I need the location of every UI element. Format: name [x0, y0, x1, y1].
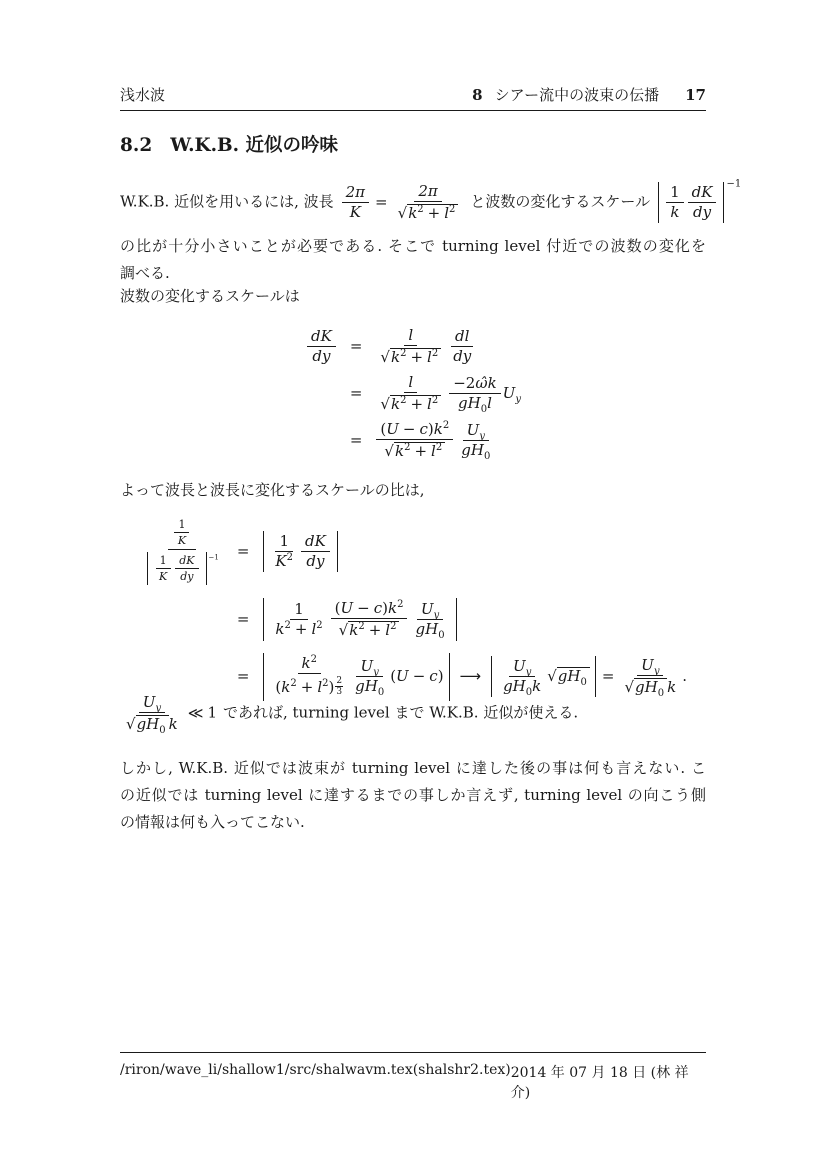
math-var: ω̂	[475, 374, 488, 392]
math-var: U	[512, 657, 526, 676]
math-sym: )	[437, 666, 444, 685]
spacer	[650, 193, 656, 211]
math-sub: y	[155, 703, 162, 714]
section-heading	[120, 131, 706, 157]
eq-rel: =	[236, 542, 250, 560]
math-var: U	[360, 657, 374, 676]
section-number: 8.2	[120, 135, 153, 156]
math-fraction	[376, 327, 445, 366]
math-var: g	[457, 394, 468, 412]
eq-rhs	[261, 531, 339, 572]
radical-icon: √	[384, 442, 394, 460]
math-sub: y	[515, 393, 521, 405]
paragraph-limitation	[120, 755, 706, 836]
math-var: k	[390, 395, 401, 413]
math-denominator	[335, 619, 404, 639]
math-denominator: dy	[180, 570, 194, 583]
math-numerator: dK	[301, 533, 330, 552]
radical-icon: √	[547, 666, 557, 685]
math-sym: +	[300, 678, 314, 696]
math-denominator	[376, 346, 445, 366]
math-fraction	[271, 655, 347, 699]
math-var: k	[281, 678, 291, 696]
eq-rel: =	[236, 610, 250, 628]
math-numerator: 1	[275, 533, 293, 552]
footer-date-author: 2014 年 07 月 18 日 (林 祥介)	[510, 1065, 689, 1101]
math-sub: 0	[580, 676, 587, 688]
math-group	[502, 383, 521, 405]
eq-lhs	[305, 328, 338, 365]
math-var: l	[444, 204, 450, 222]
math-fraction	[666, 184, 684, 221]
math-numerator	[331, 600, 408, 619]
math-fraction	[122, 693, 182, 736]
math-sup: 2	[358, 621, 365, 632]
math-sym: +	[414, 442, 428, 460]
math-sym: −	[402, 420, 416, 438]
math-numerator	[298, 655, 321, 674]
math-numerator	[356, 658, 382, 677]
math-var: c	[419, 420, 428, 438]
math-fraction	[155, 554, 171, 583]
math-sup: 2	[322, 678, 329, 689]
math-fraction	[376, 374, 445, 413]
math-var: H	[470, 441, 484, 459]
spacer	[334, 193, 340, 211]
math-sym: −2	[453, 374, 476, 392]
math-var: H	[644, 678, 658, 697]
math-sup: 2	[442, 420, 450, 431]
running-head-right	[472, 84, 706, 105]
math-sub: 0	[377, 687, 385, 699]
math-sup: 2	[435, 442, 443, 453]
math-sup: 2	[397, 599, 404, 610]
eq-rhs	[374, 374, 521, 413]
math-denominator: dy	[453, 347, 472, 365]
math-sub: y	[373, 667, 379, 679]
math-sub: 0	[159, 725, 166, 736]
math-numerator: 1	[666, 184, 684, 203]
math-numerator: dK	[688, 184, 717, 203]
body-text: 波数の変化するスケールは	[120, 287, 300, 305]
math-var: l	[385, 621, 391, 639]
math-var: k	[532, 677, 542, 696]
body-text: の比が十分小さいことが必要である. そこで turning level 付近での波数の変化を	[120, 237, 706, 255]
math-sym: =	[375, 192, 388, 211]
math-var: k	[388, 599, 398, 617]
math-var: g	[355, 677, 365, 696]
page-footer	[120, 1052, 706, 1102]
math-sym: +	[368, 621, 382, 639]
math-sym: (	[390, 666, 397, 685]
eq-rel: =	[349, 384, 363, 402]
long-arrow: ⟶	[459, 666, 482, 685]
math-numerator: l	[404, 327, 417, 346]
paragraph-condition	[120, 693, 706, 736]
math-sup: 2	[400, 395, 407, 406]
math-numerator	[376, 421, 453, 440]
math-numerator: 1	[174, 518, 189, 533]
math-sup: 2	[286, 552, 294, 563]
math-sup: −1	[726, 178, 742, 190]
math-var: k	[667, 678, 677, 697]
math-sym: 1	[207, 703, 217, 722]
paragraph-line	[120, 176, 742, 233]
math-var: k	[487, 374, 497, 392]
math-numerator: l	[404, 374, 417, 393]
math-radicand	[407, 204, 458, 221]
paragraph-scale-intro	[120, 283, 706, 310]
math-sym: =	[601, 666, 615, 685]
math-var: g	[503, 677, 513, 696]
math-fraction	[175, 554, 198, 583]
math-sup: 2	[404, 442, 411, 453]
math-denominator	[122, 713, 182, 736]
math-var: H	[425, 620, 439, 638]
math-abs	[263, 598, 456, 641]
math-fraction	[271, 601, 326, 638]
math-var: U	[340, 599, 354, 617]
section-title: W.K.B. 近似の吟味	[170, 135, 339, 156]
math-sqrt	[547, 666, 590, 688]
math-fraction	[411, 600, 448, 641]
math-denominator	[457, 441, 494, 462]
math-var: l	[427, 348, 432, 366]
math-fraction	[449, 374, 500, 415]
paragraph-wkb-condition	[120, 176, 742, 287]
eq-rel: =	[236, 667, 250, 686]
math-numerator: dK	[175, 554, 198, 569]
math-var: H	[467, 394, 481, 412]
math-numerator: dl	[451, 328, 473, 347]
math-numerator	[463, 422, 489, 441]
math-fraction	[174, 518, 190, 547]
eq-rhs	[261, 598, 458, 641]
math-radicand	[390, 395, 441, 412]
eq-lhs	[139, 517, 225, 586]
math-fraction	[271, 533, 297, 570]
math-var: H	[364, 677, 378, 696]
equation-1	[120, 327, 706, 460]
math-var: g	[557, 666, 568, 685]
body-text: の近似では turning level に達するまでの事しか言えず, turning level の向こう側	[120, 786, 706, 804]
math-var: l	[317, 678, 323, 696]
math-abs	[263, 531, 337, 572]
math-numerator: 1	[156, 554, 171, 569]
math-numerator	[417, 601, 443, 620]
math-denominator: K	[349, 203, 361, 221]
math-numerator: 2π	[414, 183, 441, 202]
math-var: g	[136, 715, 147, 733]
math-sym: (	[334, 599, 341, 617]
math-numerator	[637, 657, 663, 676]
math-sup: 2	[316, 620, 323, 631]
footer-source-path: /riron/wave_li/shallow1/src/shalwavm.tex(shalshr2.tex)	[120, 1062, 511, 1078]
math-fraction	[141, 517, 223, 586]
math-sqrt	[398, 204, 459, 221]
math-fraction	[351, 657, 388, 699]
math-fraction	[620, 656, 680, 700]
math-var: g	[635, 678, 645, 697]
math-fraction	[688, 184, 717, 221]
equation-2	[120, 517, 706, 701]
math-var: l	[427, 395, 432, 413]
math-fraction	[331, 600, 408, 639]
page-number: 17	[685, 86, 706, 104]
running-section-number: 8	[472, 86, 483, 104]
math-var: k	[168, 715, 178, 733]
math-fraction	[307, 328, 336, 365]
math-sqrt	[380, 348, 441, 365]
math-sup: 2	[290, 678, 297, 689]
math-var: l	[431, 442, 436, 460]
math-var: U	[386, 420, 399, 438]
math-sqrt	[384, 442, 445, 459]
math-sub: 0	[525, 687, 533, 699]
eq-rel: =	[349, 337, 363, 355]
math-var: c	[429, 666, 438, 685]
math-var: g	[461, 441, 471, 459]
math-sym: ≪	[187, 703, 204, 722]
math-sym: .	[682, 666, 687, 685]
math-sub: y	[433, 610, 440, 621]
math-sup: 2	[417, 204, 424, 215]
page-header	[120, 84, 706, 111]
math-var: k	[349, 621, 359, 639]
math-sup: 2	[431, 395, 439, 406]
math-denominator: k	[670, 203, 680, 221]
math-var: U	[641, 656, 654, 675]
math-sub: 0	[483, 451, 491, 462]
math-sym: )	[382, 599, 389, 617]
math-var: H	[146, 715, 160, 733]
math-var: U	[466, 421, 480, 439]
math-denominator: dy	[693, 203, 712, 221]
math-fraction	[301, 533, 330, 570]
math-sup: 2	[284, 620, 291, 631]
radical-icon: √	[338, 621, 349, 639]
radical-icon: √	[397, 204, 408, 222]
math-fraction	[342, 184, 369, 221]
math-sqrt	[126, 715, 169, 736]
math-numerator: 2π	[342, 184, 369, 203]
math-denominator: dy	[312, 347, 331, 365]
math-sup: 2	[431, 348, 439, 359]
math-var: l	[311, 620, 317, 638]
math-var: k	[433, 420, 443, 438]
math-denominator	[271, 552, 297, 570]
body-text: であれば, turning level まで W.K.B. 近似が使える.	[222, 703, 579, 722]
math-sub: 0	[480, 404, 488, 415]
math-sym: +	[410, 395, 424, 413]
paragraph-ratio-intro	[120, 477, 706, 504]
body-text: と波数の変化するスケール	[470, 192, 651, 211]
math-sym: +	[294, 620, 308, 638]
math-var: U	[502, 383, 516, 402]
radical-icon: √	[624, 678, 635, 697]
math-numerator: 1	[290, 601, 308, 620]
math-sqrt	[339, 621, 400, 638]
math-denominator: 3	[336, 687, 343, 698]
math-var: k	[275, 620, 285, 638]
math-var: U	[142, 693, 156, 711]
math-denominator	[394, 202, 463, 222]
body-text: W.K.B. 近似を用いるには, 波長	[120, 192, 334, 211]
math-var: K	[275, 552, 287, 570]
math-radicand	[136, 715, 169, 736]
radical-icon: √	[380, 348, 390, 366]
math-denominator	[141, 550, 223, 586]
math-numerator: 2	[336, 676, 343, 686]
math-denominator: dy	[306, 552, 325, 570]
math-var: H	[567, 666, 581, 685]
math-abs	[658, 182, 724, 223]
radical-icon: √	[126, 715, 136, 733]
math-numerator	[509, 658, 535, 677]
math-sqrt	[380, 395, 441, 412]
math-denominator	[411, 620, 448, 641]
math-var: k	[390, 348, 401, 366]
math-var: k	[408, 204, 418, 222]
math-denominator	[351, 677, 388, 699]
math-denominator: K	[177, 534, 187, 547]
math-radicand	[348, 621, 399, 638]
math-var: H	[512, 677, 526, 696]
running-section-title: シアー流中の波束の伝播	[494, 86, 660, 104]
math-fraction	[457, 421, 494, 462]
math-sup: 2	[390, 621, 397, 632]
math-var: l	[487, 394, 492, 412]
math-abs	[491, 656, 596, 697]
math-sym: +	[410, 348, 424, 366]
math-var: k	[301, 654, 311, 672]
math-sym: )	[427, 420, 434, 438]
math-var: g	[415, 620, 426, 638]
math-radicand	[390, 348, 441, 365]
math-numerator: dK	[307, 328, 336, 347]
math-sym: (	[275, 678, 282, 696]
math-sup: 2	[449, 204, 456, 215]
math-numerator	[168, 517, 196, 550]
math-denominator	[376, 393, 445, 413]
math-fraction	[376, 421, 453, 460]
math-numerator	[139, 694, 165, 713]
running-doc-title: 浅水波	[120, 86, 166, 104]
math-abs	[147, 552, 206, 585]
eq-rhs	[374, 327, 477, 366]
math-sup: 2	[400, 348, 407, 359]
math-sub: y	[479, 431, 485, 442]
math-sup: 2	[310, 654, 317, 665]
math-sym: (	[380, 420, 387, 438]
math-radicand	[634, 678, 667, 700]
body-text: の情報は何も入ってこない.	[120, 813, 305, 831]
math-denominator: K	[159, 570, 168, 583]
math-sym: +	[427, 204, 441, 222]
math-radicand	[394, 442, 445, 459]
math-sub: 0	[438, 630, 445, 641]
math-var: U	[396, 666, 409, 685]
body-text: よって波長と波長に変化するスケールの比は,	[120, 481, 425, 499]
math-sub: 0	[657, 688, 665, 700]
math-fraction	[449, 328, 475, 365]
math-sym: −	[357, 599, 370, 617]
math-sqrt	[624, 678, 667, 700]
math-fraction	[394, 183, 463, 222]
math-fraction	[499, 657, 545, 699]
math-denominator	[271, 620, 326, 638]
radical-icon: √	[380, 395, 390, 413]
body-text: 調べる.	[120, 264, 170, 282]
math-radicand	[557, 666, 590, 688]
math-var: U	[420, 600, 434, 618]
body-text: しかし, W.K.B. 近似では波束が turning level に達した後の事は何も言えない. こ	[120, 759, 706, 777]
math-sub: y	[653, 666, 660, 678]
math-var: c	[373, 599, 383, 617]
math-denominator	[380, 440, 449, 460]
math-sym: )	[328, 678, 335, 696]
math-sup: −1	[208, 553, 219, 562]
eq-rhs	[374, 421, 496, 460]
math-denominator	[454, 394, 496, 415]
math-sub: y	[525, 667, 532, 679]
math-denominator	[499, 677, 545, 699]
math-var: k	[394, 442, 405, 460]
math-numerator	[449, 375, 500, 394]
eq-rel: =	[349, 431, 363, 449]
math-sym: −	[412, 666, 426, 685]
